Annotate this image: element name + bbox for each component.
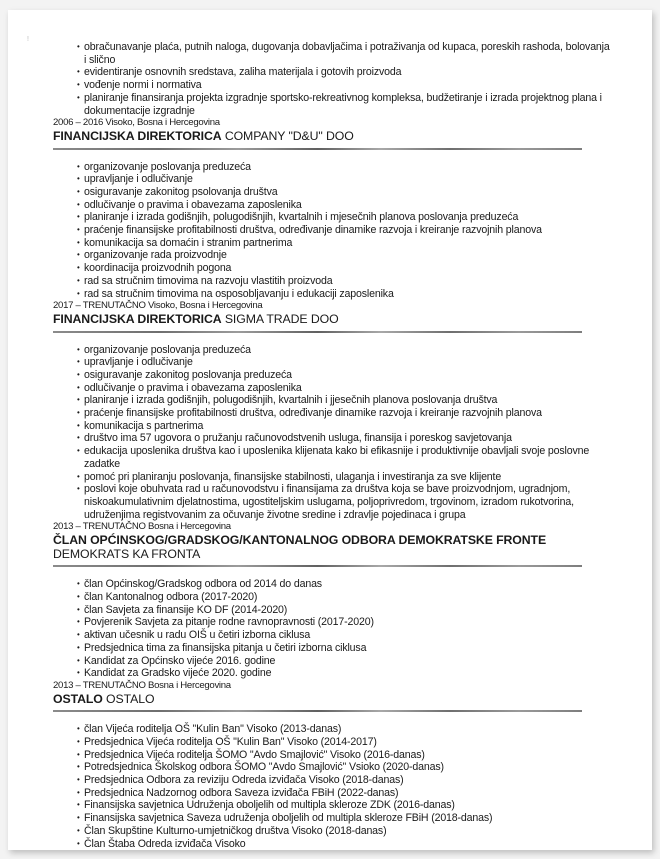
list-item: • Član Štaba Odreda izviđača Visoko bbox=[77, 837, 246, 850]
list-item: • Finansijska savjetnica Saveza udruženja oboljelih od multipla skleroze FBiH (2018-danas) bbox=[77, 812, 493, 825]
list-item: • Predsjednica Odbora za reviziju Odreda izviđača Visoko (2018-danas) bbox=[77, 774, 404, 787]
bullet-icon: • bbox=[77, 357, 80, 367]
entry-title bbox=[53, 130, 593, 144]
list-item: • koordinacija proizvodnih pogona bbox=[77, 262, 232, 275]
bullet-icon: • bbox=[77, 420, 80, 430]
entry-title-employer: DEMOKRATS KA FRONTA bbox=[53, 546, 201, 561]
bullet-icon: • bbox=[77, 591, 80, 601]
list-item: • odlučivanje o pravima i obavezama zaposlenika bbox=[77, 381, 302, 394]
list-item: • praćenje finansijske profitabilnosti društva, određivanje dinamike razvoja i kreiranje razvojnih planova bbox=[77, 407, 542, 420]
list-item: • društvo ima 57 ugovora o pružanju računovodstvenih usluga, finansija i poreskog savjetovanja bbox=[77, 432, 512, 445]
section-company-du bbox=[53, 161, 613, 333]
section-divider bbox=[53, 565, 582, 567]
bullet-icon: • bbox=[77, 433, 80, 443]
section-divider bbox=[53, 148, 582, 150]
list-item: • osiguravanje zakonitog poslovanja preduzeća bbox=[77, 368, 292, 381]
entry-title bbox=[53, 534, 593, 561]
list-item: • komunikacija s partnerima bbox=[77, 419, 204, 432]
list-item: • osiguravanje zakonitog psolovanja društva bbox=[77, 185, 278, 198]
list-item: • odlučivanje o pravima i obavezama zaposlenika bbox=[77, 198, 302, 211]
entry-date-location: 2017 – TRENUTAČNO Visoko, Bosna i Hercegovina bbox=[53, 300, 263, 312]
bullet-icon: • bbox=[77, 92, 80, 102]
entry-title-role: ČLAN OPĆINSKOG/GRADSKOG/KANTONALNOG ODBORA DEMOKRATSKE FRONTE bbox=[53, 533, 547, 548]
list-item: • vođenje normi i normativa bbox=[77, 79, 202, 92]
list-item: • komunikacija sa domaćin i stranim partnerima bbox=[77, 236, 293, 249]
bullet-icon: • bbox=[77, 42, 80, 51]
list-item: • član Vijeća roditelja OŠ "Kulin Ban" Visoko (2013-danas) bbox=[77, 723, 342, 736]
list-item: • upravljanje i odlučivanje bbox=[77, 356, 193, 369]
bullet-icon: • bbox=[77, 344, 80, 354]
duties-list bbox=[53, 161, 613, 301]
bullet-icon: • bbox=[77, 630, 80, 640]
list-item: • rad sa stručnim timovima na razvoju vlastitih proizvoda bbox=[77, 274, 333, 287]
bullet-icon: • bbox=[77, 668, 80, 678]
activities-list bbox=[53, 723, 613, 850]
bullet-icon: • bbox=[77, 408, 80, 418]
list-item: • Predsjednica Nadzornog odbora Saveza izviđača FBiH (2022-danas) bbox=[77, 786, 399, 799]
bullet-icon: • bbox=[77, 724, 80, 734]
bullet-icon: • bbox=[77, 446, 80, 456]
bullet-icon: • bbox=[77, 263, 80, 273]
entry-date-location: 2006 – 2016 Visoko, Bosna i Hercegovina bbox=[53, 117, 220, 129]
bullet-icon: • bbox=[77, 67, 80, 77]
list-item: • planiranje i izrada godišnjih, polugodišnjih, kvartalnih i mjesečnih planova poslovanja preduzeća bbox=[77, 211, 519, 224]
entry-title-role: OSTALO bbox=[53, 691, 103, 706]
list-item: • pomoć pri planiranju poslovanja, finansijske stabilnosti, ulaganja i investiranja za sve klijente bbox=[77, 470, 502, 483]
list-item: • planiranje i izrada godišnjih, polugodišnjih, kvartalnih i jjesečnih planova poslovanja društva bbox=[77, 394, 498, 407]
entry-title-employer: COMPANY "D&U" DOO bbox=[221, 128, 354, 143]
bullet-icon: • bbox=[77, 762, 80, 772]
entry-title bbox=[53, 313, 593, 327]
bullet-icon: • bbox=[77, 838, 80, 848]
list-item: • Povjerenik Savjeta za pitanje rodne ravnopravnosti (2017-2020) bbox=[77, 616, 374, 629]
bullet-icon: • bbox=[77, 604, 80, 614]
list-item: • Predsjednica tima za finansijska pitanja u četiri izborna ciklusa bbox=[77, 641, 367, 654]
list-item: • obračunavanje plaća, putnih naloga, dugovanja dobavljačima i potraživanja od kupaca, poreskih rashoda, bolovanja i slično bbox=[77, 41, 610, 66]
list-item: • Član Skupštine Kulturno-umjetničkog društva Visoko (2018-danas) bbox=[77, 824, 387, 837]
cv-content bbox=[53, 41, 613, 850]
bullet-icon: • bbox=[77, 655, 80, 665]
entry-title-role: FINANCIJSKA DIREKTORICA bbox=[53, 311, 222, 326]
list-item: • Predsjednica Vijeća roditelja OŠ "Kulin Ban" Visoko (2014-2017) bbox=[77, 735, 377, 748]
bullet-icon: • bbox=[77, 212, 80, 222]
bullet-icon: • bbox=[77, 186, 80, 196]
list-item: • rad sa stručnim timovima na osposobljavanju i edukaciji zaposlenika bbox=[77, 287, 394, 300]
list-item: • praćenje finansijske profitabilnosti društva, određivanje dinamike razvoja i kreiranje razvojnih planova bbox=[77, 224, 542, 237]
list-item: • Kandidat za Gradsko vijeće 2020. godine bbox=[77, 667, 272, 680]
cv-page bbox=[8, 10, 652, 850]
bullet-icon: • bbox=[77, 382, 80, 392]
list-item: • član Kantonalnog odbora (2017-2020) bbox=[77, 590, 258, 603]
bullet-icon: • bbox=[77, 161, 80, 171]
list-item: • član Općinskog/Gradskog odbora od 2014 do danas bbox=[77, 578, 322, 591]
bullet-icon: • bbox=[77, 174, 80, 184]
section-sigma-trade bbox=[53, 344, 613, 568]
list-item: • Predsjednica Vijeća roditelja ŠOMO "Avdo Smajlović" Visoko (2016-danas) bbox=[77, 748, 425, 761]
bullet-icon: • bbox=[77, 225, 80, 235]
bullet-icon: • bbox=[77, 237, 80, 247]
bullet-icon: • bbox=[77, 800, 80, 810]
bullet-icon: • bbox=[77, 250, 80, 260]
list-item: • Potredsjednica Školskog odbora ŠOMO "Avdo Smajlović" Vsioko (2020-danas) bbox=[77, 761, 444, 774]
bullet-icon: • bbox=[77, 395, 80, 405]
entry-date-location: 2013 – TRENUTAČNO Bosna i Hercegovina bbox=[53, 521, 231, 533]
bullet-icon: • bbox=[77, 617, 80, 627]
section-divider bbox=[53, 331, 582, 333]
entry-date-location: 2013 – TRENUTAČNO Bosna i Hercegovina bbox=[53, 679, 231, 691]
list-item: • Kandidat za Općinsko vijeće 2016. godine bbox=[77, 654, 276, 667]
bullet-icon: • bbox=[77, 579, 80, 589]
section-divider bbox=[53, 710, 582, 712]
bullet-icon: • bbox=[77, 775, 80, 785]
section-ostalo bbox=[53, 723, 613, 850]
entry-title bbox=[53, 693, 593, 707]
bullet-icon: • bbox=[77, 813, 80, 823]
bullet-icon: • bbox=[77, 369, 80, 379]
bullet-icon: • bbox=[77, 642, 80, 652]
list-item: • organizovanje poslovanja preduzeća bbox=[77, 160, 251, 173]
list-item: • aktivan učesnik u radu OIŠ u četiri izborna ciklusa bbox=[77, 629, 311, 642]
bullet-icon: • bbox=[77, 787, 80, 797]
list-item: • evidentiranje osnovnih sredstava, zaliha materijala i gotovih proizvoda bbox=[77, 66, 402, 79]
list-item: • edukacija uposlenika društva kao i uposlenika klijenata kako bi efikasnije i produktivnije obavljali svoje poslovne zadatke bbox=[77, 445, 590, 470]
entry-title-employer: SIGMA TRADE DOO bbox=[221, 311, 339, 326]
bullet-icon: • bbox=[77, 825, 80, 835]
entry-title-role: FINANCIJSKA DIREKTORICA bbox=[53, 128, 222, 143]
bullet-icon: • bbox=[77, 736, 80, 746]
duties-list bbox=[53, 578, 613, 680]
list-item: • organizovanje rada proizvodnje bbox=[77, 249, 227, 262]
section-previous-role bbox=[53, 41, 613, 150]
bullet-icon: • bbox=[77, 471, 80, 481]
duties-list bbox=[53, 41, 613, 117]
bullet-icon: • bbox=[77, 80, 80, 90]
bullet-icon: • bbox=[77, 749, 80, 759]
bullet-icon: • bbox=[77, 275, 80, 285]
bullet-icon: • bbox=[77, 199, 80, 209]
list-item: • Finansijska savjetnica Udruženja oboljelih od multipla skleroze ZDK (2016-danas) bbox=[77, 799, 455, 812]
bullet-icon: • bbox=[77, 288, 80, 298]
list-item: • poslovi koje obuhvata rad u računovodstvu i finansijama za društva koja se bave proizvodnjom, ugradnjom, niskoakumulativnim djelatnostima, ugostiteljskim uslugama, poljoprivredom, trgovinom, izradom rukotvorina, udruženjima registvovanim za očuvanje životne sredine i zdravlje pojedinaca i grupa bbox=[77, 483, 574, 521]
list-item: • organizovanje poslovanja preduzeća bbox=[77, 343, 251, 356]
list-item: • član Savjeta za finansije KO DF (2014-2020) bbox=[77, 603, 288, 616]
duties-list bbox=[53, 344, 613, 522]
entry-title-employer: OSTALO bbox=[102, 691, 155, 706]
bullet-icon: • bbox=[77, 484, 80, 494]
list-item: • upravljanje i odlučivanje bbox=[77, 173, 193, 186]
page-mark: ! bbox=[27, 36, 29, 43]
section-demokratska-fronta bbox=[53, 578, 613, 712]
list-item: • planiranje finansiranja projekta izgradnje sportsko-rekreativnog kompleksa, budžetiranje i izrada projektnog plana i dokumentacije izgradnje bbox=[77, 91, 602, 117]
